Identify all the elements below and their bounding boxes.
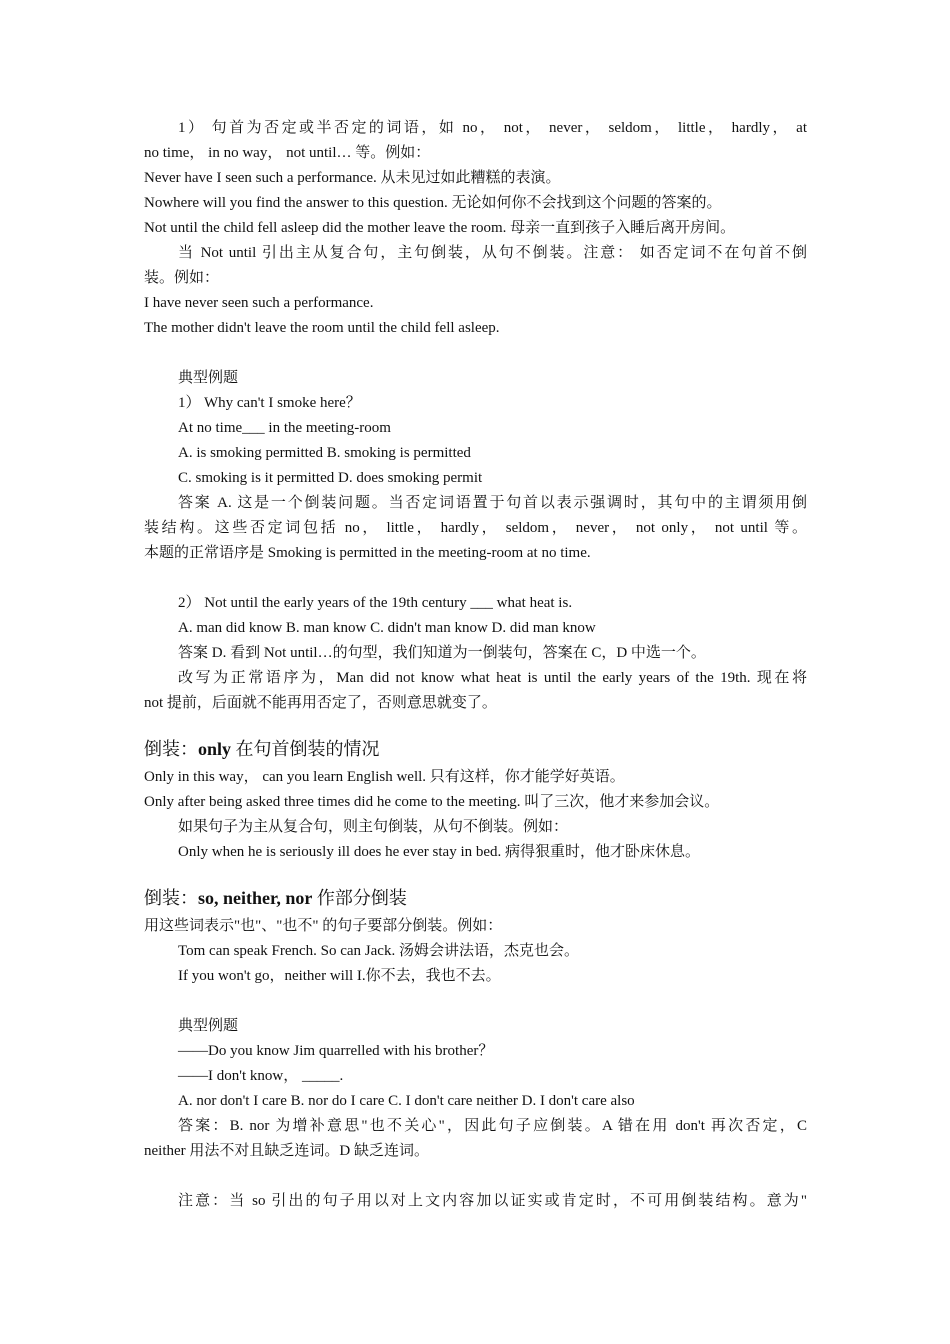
answer-2-line1: 答案 D. 看到 Not until…的句型，我们知道为一倒装句，答案在 C，D 中选一个。 bbox=[178, 645, 706, 661]
note-line2: 装。例如： bbox=[144, 270, 220, 286]
answer-2-line3: not 提前，后面就不能再用否定了，否则意思就变了。 bbox=[144, 695, 497, 711]
question-1-stem: At no time___ in the meeting-room bbox=[178, 420, 391, 436]
question-1-options-ab: A. is smoking permitted B. smoking is permitted bbox=[178, 445, 471, 461]
example-sentence: I have never seen such a performance. bbox=[144, 295, 374, 311]
examples-heading: 典型例题 bbox=[178, 1018, 239, 1034]
heading-keyword: so, neither, nor bbox=[198, 888, 313, 908]
example-sentence: Not until the child fell asleep did the mother leave the room. 母亲一直到孩子入睡后离开房间。 bbox=[144, 220, 736, 236]
note-line: 注意：当 so 引出的句子用以对上文内容加以证实或肯定时，不可用倒装结构。意为" bbox=[178, 1193, 807, 1209]
examples-heading: 典型例题 bbox=[178, 370, 239, 386]
section-heading-so-neither-nor bbox=[144, 886, 407, 910]
example-sentence: Nowhere will you find the answer to this question. 无论如何你不会找到这个问题的答案的。 bbox=[144, 195, 722, 211]
section-heading-only bbox=[144, 737, 380, 761]
rule1-line1: 1） 句首为否定或半否定的词语，如 no， not， never， seldom， little， hardly， at bbox=[178, 120, 807, 136]
answer-line2: neither 用法不对且缺乏连词。D 缺乏连词。 bbox=[144, 1143, 429, 1159]
example-sentence: Only after being asked three times did he come to the meeting. 叫了三次，他才来参加会议。 bbox=[144, 794, 720, 810]
heading-suffix: 在句首倒装的情况 bbox=[231, 739, 380, 759]
note-line1: 当 Not until 引出主从复合句，主句倒装，从句不倒装。注意： 如否定词不在句首不倒 bbox=[178, 245, 807, 261]
question-options: A. nor don't I care B. nor do I care C. I don't care neither D. I don't care also bbox=[178, 1093, 635, 1109]
question-1: 1） Why can't I smoke here？ bbox=[178, 395, 361, 411]
answer-1-line3: 本题的正常语序是 Smoking is permitted in the meeting-room at no time. bbox=[144, 545, 591, 561]
example-sentence: The mother didn't leave the room until the child fell asleep. bbox=[144, 320, 500, 336]
example-sentence: Never have I seen such a performance. 从未见过如此糟糕的表演。 bbox=[144, 170, 561, 186]
heading-keyword: only bbox=[198, 739, 232, 759]
answer-1-line2: 装结构。这些否定词包括 no， little， hardly， seldom， never， not only， not until 等。 bbox=[144, 520, 807, 536]
dialogue-line1: ——Do you know Jim quarrelled with his brother？ bbox=[178, 1043, 494, 1059]
dialogue-line2: ——I don't know， _____. bbox=[178, 1068, 344, 1084]
answer-line1: 答案：B. nor 为增补意思"也不关心"，因此句子应倒装。A 错在用 don't 再次否定，C bbox=[178, 1118, 807, 1134]
heading-prefix: 倒装： bbox=[144, 739, 198, 759]
heading-prefix: 倒装： bbox=[144, 888, 198, 908]
example-sentence: Only in this way， can you learn English well. 只有这样，你才能学好英语。 bbox=[144, 769, 625, 785]
intro-line: 用这些词表示"也"、"也不" 的句子要部分倒装。例如： bbox=[144, 918, 503, 934]
answer-2-line2: 改写为正常语序为，Man did not know what heat is until the early years of the 19th. 现在将 bbox=[178, 670, 807, 686]
answer-1-line1: 答案 A. 这是一个倒装问题。当否定词语置于句首以表示强调时，其句中的主谓须用倒 bbox=[178, 495, 807, 511]
example-sentence: Tom can speak French. So can Jack. 汤姆会讲法语，杰克也会。 bbox=[178, 943, 579, 959]
note-line: 如果句子为主从复合句，则主句倒装，从句不倒装。例如： bbox=[178, 819, 569, 835]
heading-suffix: 作部分倒装 bbox=[312, 888, 407, 908]
example-sentence: Only when he is seriously ill does he ever stay in bed. 病得狠重时，他才卧床休息。 bbox=[178, 844, 701, 860]
rule1-line2: no time， in no way， not until… 等。例如： bbox=[144, 145, 431, 161]
question-2-options: A. man did know B. man know C. didn't man know D. did man know bbox=[178, 620, 596, 636]
example-sentence: If you won't go，neither will I.你不去，我也不去。 bbox=[178, 968, 501, 984]
question-1-options-cd: C. smoking is it permitted D. does smoking permit bbox=[178, 470, 483, 486]
question-2: 2） Not until the early years of the 19th century ___ what heat is. bbox=[178, 595, 573, 611]
